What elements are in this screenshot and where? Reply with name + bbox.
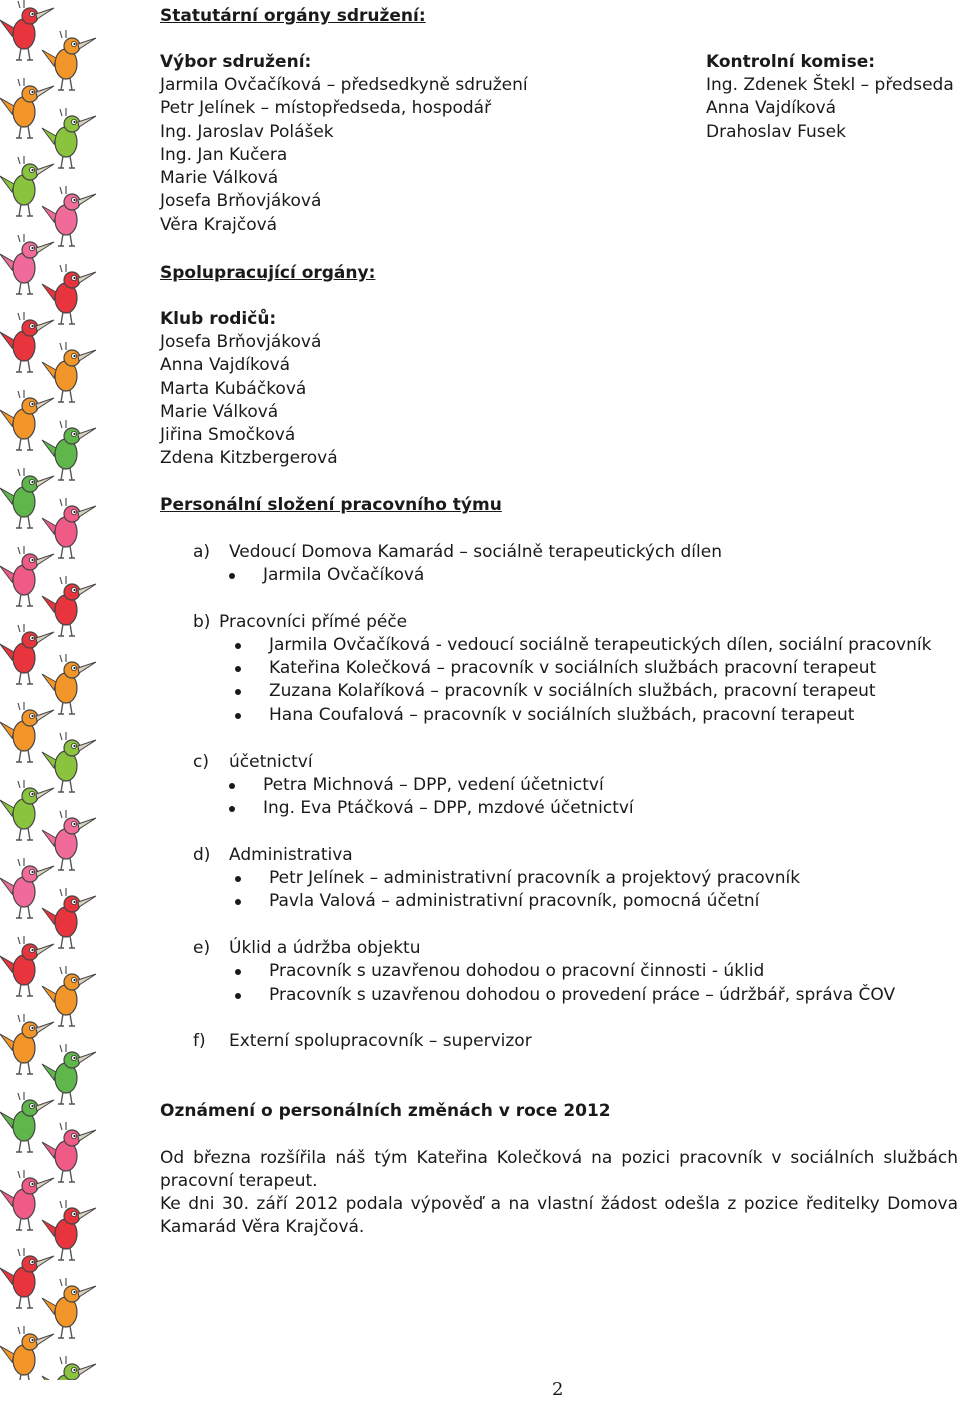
- control-list: [706, 74, 954, 144]
- section-f-label: f): [193, 1031, 206, 1051]
- bird-figure: [42, 1044, 96, 1104]
- page-number: 2: [552, 1379, 564, 1400]
- club-title: Klub rodičů:: [160, 309, 277, 329]
- section-b-label: b): [193, 612, 211, 632]
- section-d-label: d): [193, 845, 211, 865]
- staff-e-item: Pracovník s uzavřenou dohodou o provedení práce – údržbář, správa ČOV: [269, 984, 895, 1007]
- staff-c-item: Petra Michnová – DPP, vedení účetnictví: [263, 774, 604, 797]
- changes-paragraph-1: Od března rozšířila náš tým Kateřina Kolečková na pozici pracovník v sociálních službách pracovní terapeut.: [160, 1148, 958, 1192]
- bird-figure: [0, 1326, 54, 1380]
- section-f-title: Externí spolupracovník – supervizor: [229, 1031, 532, 1051]
- committee-title: Výbor sdružení:: [160, 52, 312, 72]
- club-member: Marta Kubáčková: [160, 378, 307, 399]
- bird-figure: [42, 966, 96, 1026]
- section-c-label: c): [193, 752, 209, 772]
- committee-member: Josefa Brňovjáková: [160, 191, 322, 212]
- section-a-title: Vedoucí Domova Kamarád – sociálně terapeutických dílen: [229, 542, 722, 562]
- club-member: Jiřina Smočková: [160, 425, 296, 446]
- bird-figure: [0, 390, 54, 450]
- bird-figure: [42, 1200, 96, 1260]
- bird-figure: [42, 186, 96, 246]
- section-e-title: Úklid a údržba objektu: [229, 938, 421, 958]
- bird-figure: [0, 546, 54, 606]
- club-list: [160, 331, 338, 471]
- bird-figure: [42, 420, 96, 480]
- bird-figure: [42, 30, 96, 90]
- section-d-title: Administrativa: [229, 845, 353, 865]
- bird-figure: [42, 732, 96, 792]
- staff-heading: Personální složení pracovního týmu: [160, 495, 502, 515]
- committee-member: Petr Jelínek – místopředseda, hospodář: [160, 98, 492, 119]
- staff-d-item: Pavla Valová – administrativní pracovník, pomocná účetní: [269, 890, 759, 913]
- bird-figure: [42, 888, 96, 948]
- control-member: Drahoslav Fusek: [706, 121, 846, 142]
- control-member: Ing. Zdenek Štekl – předseda: [706, 75, 954, 95]
- bird-figure: [0, 624, 54, 684]
- committee-member: Ing. Jaroslav Polášek: [160, 121, 334, 142]
- bird-figure: [0, 780, 54, 840]
- staff-b-item: Hana Coufalová – pracovník v sociálních službách, pracovní terapeut: [269, 704, 854, 727]
- staff-c-item: Ing. Eva Ptáčková – DPP, mzdové účetnictví: [263, 797, 634, 820]
- bird-figure: [0, 858, 54, 918]
- staff-b-item: Jarmila Ovčačíková - vedoucí sociálně terapeutických dílen, sociální pracovník: [269, 634, 931, 657]
- bird-figure: [0, 1014, 54, 1074]
- bird-figure: [0, 468, 54, 528]
- bird-figure: [0, 234, 54, 294]
- section-e-label: e): [193, 938, 211, 958]
- section-a-label: a): [193, 542, 211, 562]
- changes-paragraph-2: Ke dni 30. září 2012 podala výpověď a na vlastní žádost odešla z pozice ředitelky Domova Kamarád Věra Krajčová.: [160, 1194, 958, 1238]
- staff-a-item: Jarmila Ovčačíková: [263, 564, 424, 587]
- bird-figure: [42, 264, 96, 324]
- bird-figure: [0, 1248, 54, 1308]
- club-member: Zdena Kitzbergerová: [160, 448, 338, 469]
- staff-e-item: Pracovník s uzavřenou dohodou o pracovní činnosti - úklid: [269, 960, 764, 983]
- bird-figure: [42, 342, 96, 402]
- bird-figure: [0, 156, 54, 216]
- committee-list: [160, 74, 528, 237]
- club-member: Josefa Brňovjáková: [160, 332, 322, 352]
- bird-border-decoration: [0, 0, 96, 1380]
- bird-figure: [42, 498, 96, 558]
- staff-d-item: Petr Jelínek – administrativní pracovník a projektový pracovník: [269, 867, 800, 890]
- committee-member: Ing. Jan Kučera: [160, 144, 288, 165]
- bird-figure: [42, 576, 96, 636]
- bird-figure: [42, 108, 96, 168]
- bird-figure: [0, 0, 54, 60]
- staff-b-item: Zuzana Kolaříková – pracovník v sociálních službách, pracovní terapeut: [269, 680, 876, 703]
- statutory-heading: Statutární orgány sdružení:: [160, 6, 426, 26]
- section-c-title: účetnictví: [229, 752, 313, 772]
- bird-figure: [42, 1356, 96, 1380]
- bird-figure: [0, 702, 54, 762]
- bird-figure: [0, 1170, 54, 1230]
- club-member: Anna Vajdíková: [160, 355, 291, 376]
- changes-heading: Oznámení o personálních změnách v roce 2012: [160, 1101, 611, 1121]
- club-member: Marie Válková: [160, 401, 279, 422]
- bird-figure: [0, 936, 54, 996]
- committee-member: Marie Válková: [160, 168, 279, 189]
- bird-figure: [42, 654, 96, 714]
- bird-figure: [0, 78, 54, 138]
- control-title: Kontrolní komise:: [706, 52, 876, 72]
- control-member: Anna Vajdíková: [706, 98, 837, 119]
- staff-b-item: Kateřina Kolečková – pracovník v sociálních službách pracovní terapeut: [269, 657, 876, 680]
- bird-figure: [42, 810, 96, 870]
- cooperating-heading: Spolupracující orgány:: [160, 263, 376, 283]
- committee-member: Jarmila Ovčačíková – předsedkyně sdružení: [160, 75, 528, 95]
- bird-figure: [42, 1122, 96, 1182]
- section-b-title: Pracovníci přímé péče: [219, 612, 408, 632]
- committee-member: Věra Krajčová: [160, 214, 278, 235]
- bird-figure: [0, 1092, 54, 1152]
- bird-figure: [0, 312, 54, 372]
- bird-figure: [42, 1278, 96, 1338]
